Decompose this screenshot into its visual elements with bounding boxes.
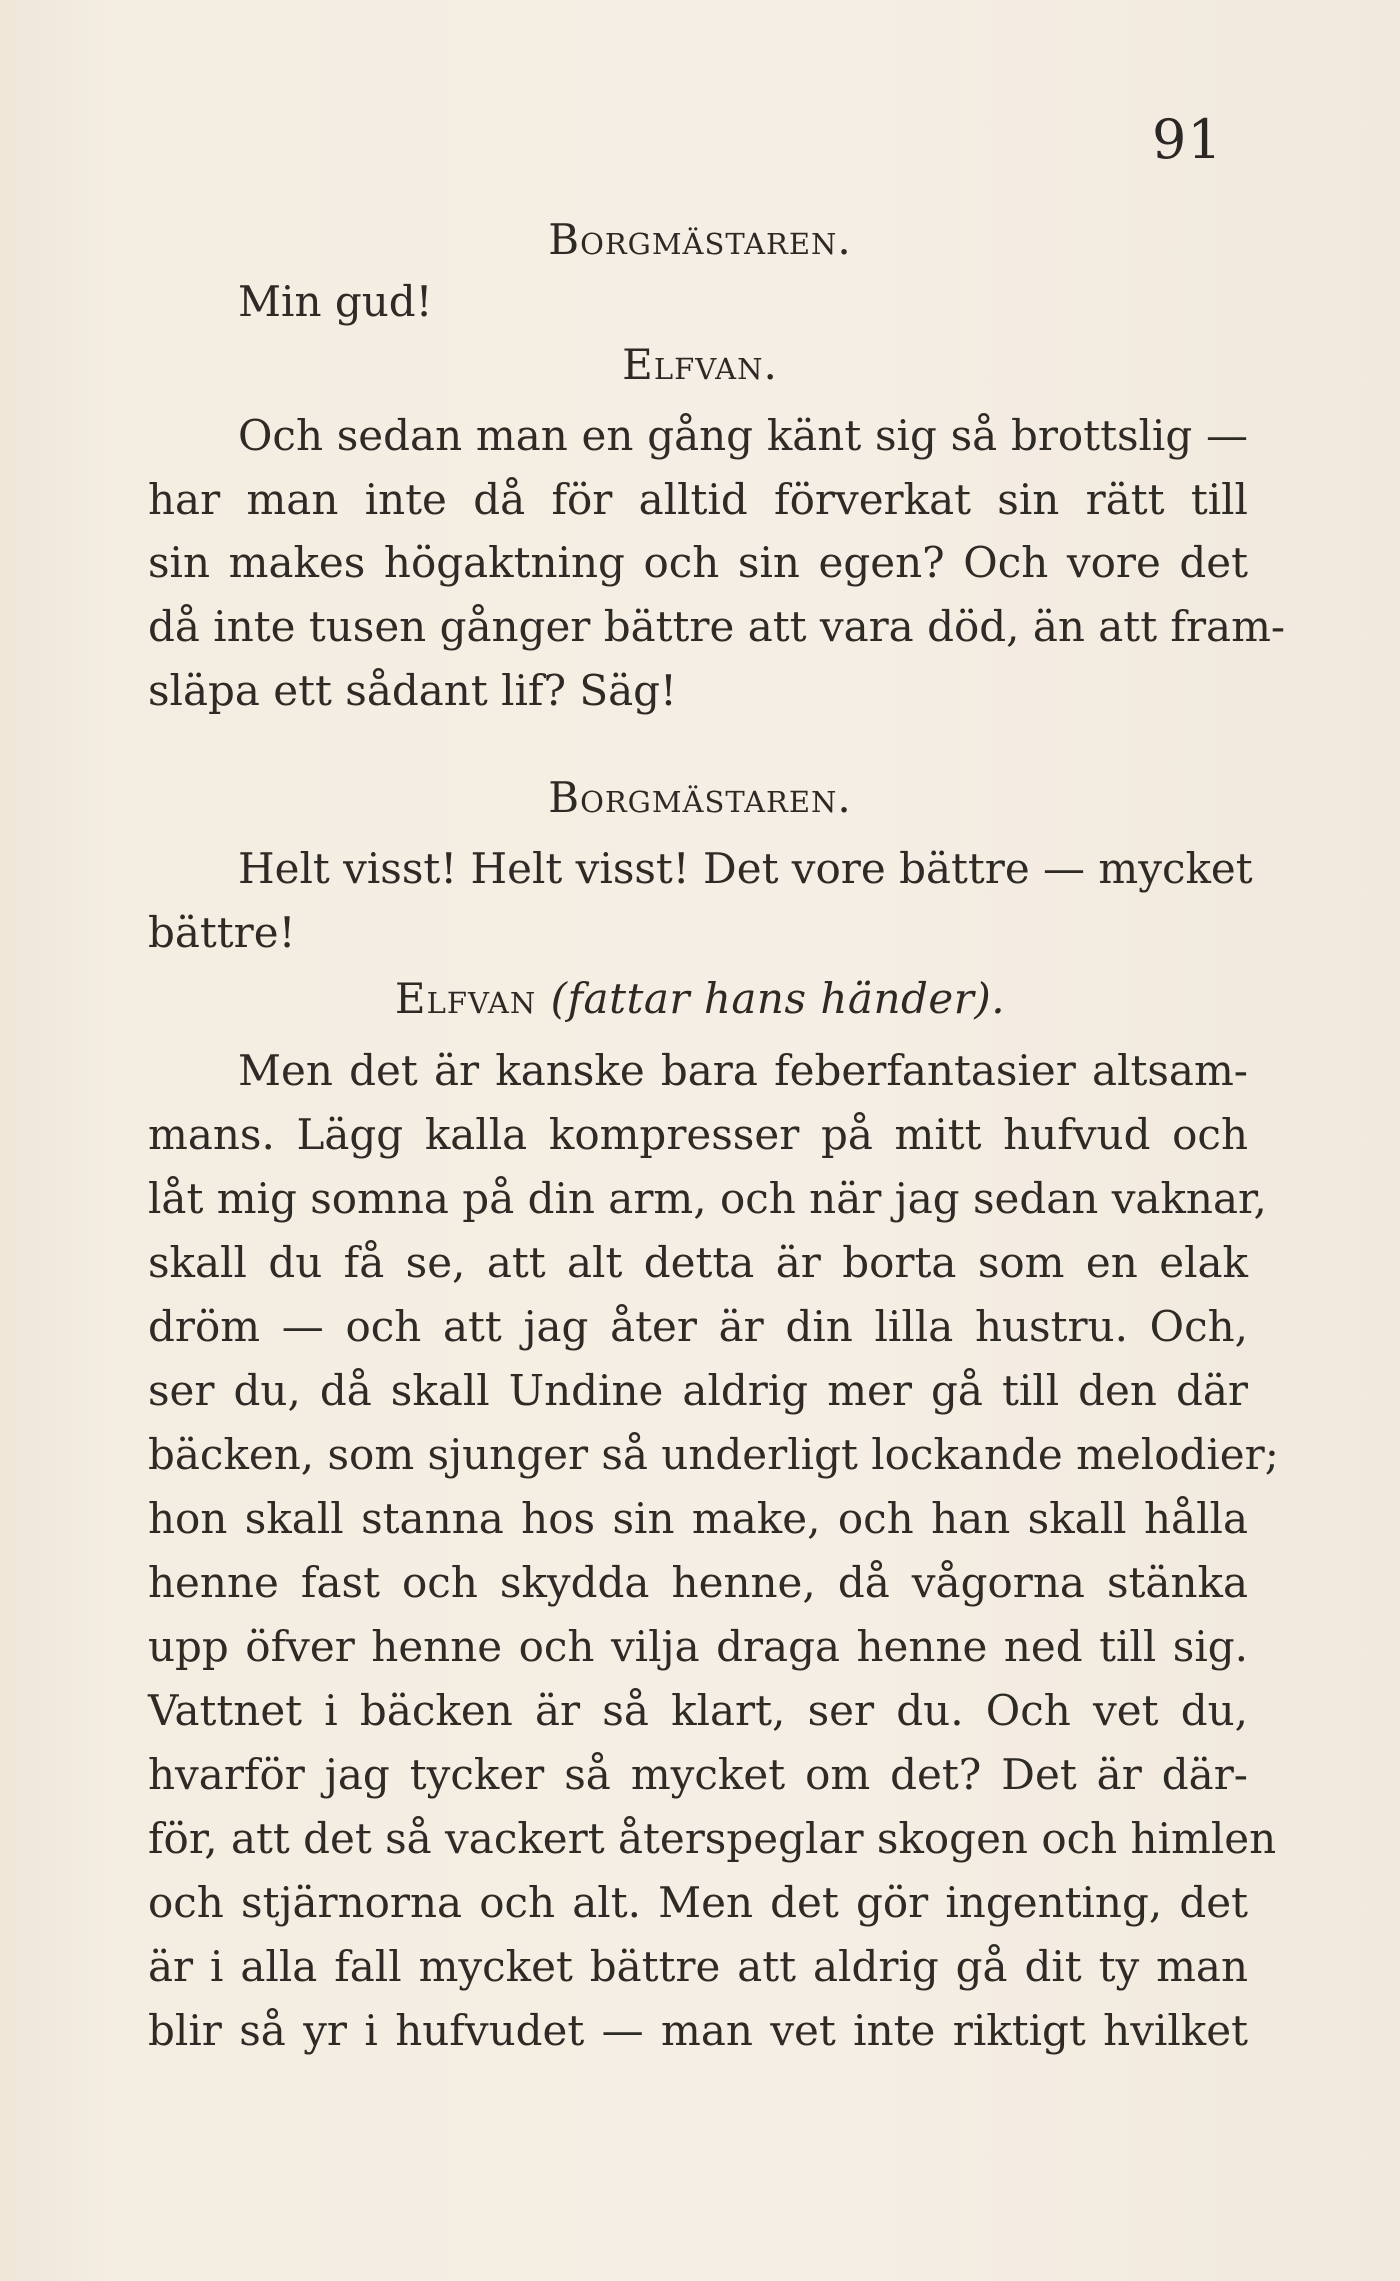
speaker-heading: Borgmästaren. bbox=[548, 773, 852, 822]
text-line: mans. Lägg kalla kompresser på mitt hufvud och bbox=[148, 1110, 1248, 1159]
text-line: upp öfver henne och vilja draga henne ned till sig. bbox=[148, 1622, 1248, 1671]
speaker-heading bbox=[0, 974, 1400, 1023]
text-line: bättre! bbox=[148, 908, 296, 957]
text-line: har man inte då för alltid förverkat sin rätt till bbox=[148, 475, 1248, 524]
text-line: och stjärnorna och alt. Men det gör ingenting, det bbox=[148, 1878, 1248, 1927]
text-line: Men det är kanske bara feberfantasier altsam- bbox=[238, 1046, 1248, 1095]
text-line: sin makes högaktning och sin egen? Och vore det bbox=[148, 538, 1248, 587]
text-line: Och sedan man en gång känt sig så brottslig — bbox=[238, 411, 1248, 460]
text-line: skall du få se, att alt detta är borta som en elak bbox=[148, 1238, 1248, 1287]
text-line: för, att det så vackert återspeglar skogen och himlen bbox=[148, 1814, 1277, 1863]
speaker-heading: Elfvan. bbox=[622, 340, 778, 389]
text-line: släpa ett sådant lif? Säg! bbox=[148, 666, 677, 715]
speaker-name: Elfvan bbox=[394, 974, 537, 1023]
text-line: ser du, då skall Undine aldrig mer gå till den där bbox=[148, 1366, 1248, 1415]
text-line: Helt visst! Helt visst! Det vore bättre — mycket bbox=[238, 844, 1253, 893]
text-line: då inte tusen gånger bättre att vara död, än att fram- bbox=[148, 602, 1286, 651]
text-line: hon skall stanna hos sin make, och han skall hålla bbox=[148, 1494, 1248, 1543]
text-line: blir så yr i hufvudet — man vet inte riktigt hvilket bbox=[148, 2006, 1248, 2055]
text-line: dröm — och att jag åter är din lilla hustru. Och, bbox=[148, 1302, 1248, 1351]
text-line: är i alla fall mycket bättre att aldrig gå dit ty man bbox=[148, 1942, 1248, 1991]
text-line: henne fast och skydda henne, då vågorna stänka bbox=[148, 1558, 1248, 1607]
stage-direction: (fattar hans händer). bbox=[550, 974, 1006, 1023]
text-line: låt mig somna på din arm, och när jag sedan vaknar, bbox=[148, 1174, 1267, 1223]
text-line: bäcken, som sjunger så underligt lockande melodier; bbox=[148, 1430, 1279, 1479]
text-line: hvarför jag tycker så mycket om det? Det är där- bbox=[148, 1750, 1248, 1799]
speaker-heading: Borgmästaren. bbox=[548, 215, 852, 264]
text-line: Min gud! bbox=[238, 277, 433, 326]
page-number: 91 bbox=[1152, 108, 1223, 171]
text-line: Vattnet i bäcken är så klart, ser du. Och vet du, bbox=[148, 1686, 1248, 1735]
